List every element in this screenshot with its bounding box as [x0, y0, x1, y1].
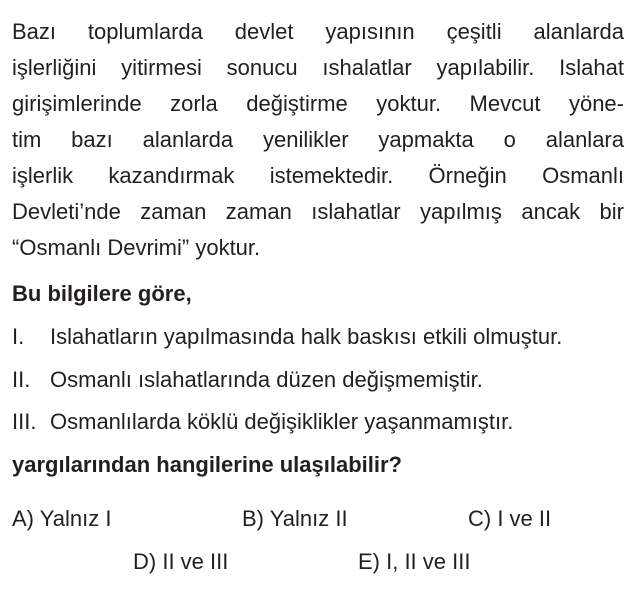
option-d[interactable]: D) II ve III — [133, 549, 229, 574]
passage-line: “Osmanlı Devrimi” yoktur. — [12, 235, 261, 260]
statement-number: II. — [12, 367, 31, 392]
statement-number: III. — [12, 409, 37, 434]
passage-line: tim bazı alanlarda yenilikler yapmakta o alanlara — [12, 127, 624, 152]
question-intro: Bu bilgilere göre, — [12, 281, 192, 306]
statement-text: Islahatların yapılmasında halk baskısı etkili olmuştur. — [50, 324, 563, 349]
option-a[interactable]: A) Yalnız I — [12, 506, 112, 531]
statement-text: Osmanlı ıslahatlarında düzen değişmemiştir. — [50, 367, 483, 392]
passage — [12, 14, 624, 266]
option-e[interactable]: E) I, II ve III — [358, 549, 471, 574]
statement-number: I. — [12, 324, 25, 349]
option-c[interactable]: C) I ve II — [468, 506, 552, 531]
passage-line: girişimlerinde zorla değiştirme yoktur. Mevcut yöne- — [12, 91, 624, 116]
passage-line: işlerliğini yitirmesi sonucu ıshalatlar yapılabilir. Islahat — [12, 55, 624, 80]
passage-line: Bazı toplumlarda devlet yapısının çeşitli alanlarda — [12, 19, 624, 44]
statement-text: Osmanlılarda köklü değişiklikler yaşanmamıştır. — [50, 409, 514, 434]
passage-line: Devleti’nde zaman zaman ıslahatlar yapılmış ancak bir — [12, 199, 624, 224]
option-b[interactable]: B) Yalnız II — [242, 506, 348, 531]
question-stem: yargılarından hangilerine ulaşılabilir? — [12, 452, 402, 477]
passage-line: işlerlik kazandırmak istemektedir. Örneğin Osmanlı — [12, 163, 624, 188]
